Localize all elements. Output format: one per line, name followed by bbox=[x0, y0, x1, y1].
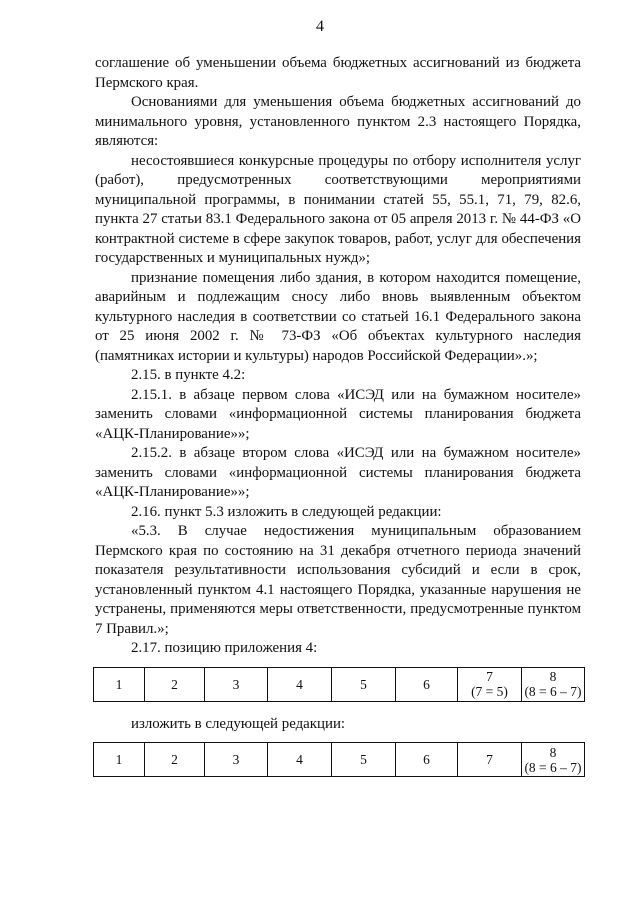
table-cell bbox=[458, 667, 522, 701]
table-cell: 3 bbox=[205, 667, 268, 701]
paragraph: 2.15. в пункте 4.2: bbox=[131, 367, 246, 383]
table-cell: 5 bbox=[332, 667, 396, 701]
table-cell: 2 bbox=[145, 667, 205, 701]
cell-label: 8 bbox=[549, 669, 557, 684]
appendix-position-table-old bbox=[93, 667, 585, 702]
paragraph: признание помещения либо здания, в котором находится помещение, аварийным и подлежащим сносу либо вновь выявленным объектом культурного наследия в соответствии со статьей 16.1 Федерального закона от 25 июня 2002 г. № 73-ФЗ «Об объектах культурного наследия (памятниках истории и культуры) народов Российской Федерации».»; bbox=[95, 269, 581, 364]
paragraph: 2.15.2. в абзаце втором слова «ИСЭД или на бумажном носителе» заменить словами «информационной системы планирования бюджета «АЦК-Планирование»»; bbox=[95, 445, 581, 500]
table-cell: 7 bbox=[458, 743, 522, 777]
table-cell: 6 bbox=[396, 667, 458, 701]
table-cell bbox=[522, 667, 585, 701]
table-cell: 2 bbox=[145, 743, 205, 777]
table-cell: 3 bbox=[205, 743, 268, 777]
table-cell: 4 bbox=[268, 743, 332, 777]
table-cell: 6 bbox=[396, 743, 458, 777]
cell-formula: (8 = 6 – 7) bbox=[524, 759, 582, 775]
paragraph: 2.15.1. в абзаце первом слова «ИСЭД или на бумажном носителе» заменить словами «информационной системы планирования бюджета «АЦК-Планирование»»; bbox=[95, 386, 581, 442]
table-cell: 4 bbox=[268, 667, 332, 701]
paragraph: «5.3. В случае недостижения муниципальным образованием Пермского края по состоянию на 31 декабря отчетного периода значений показателя результативности использования субсидий и если в срок, установленный пунктом 4.1 настоящего Порядка, указанные нарушения не устранены, применяются меры ответственности, предусмотренные пунктом 7 Правил.»; bbox=[95, 523, 581, 637]
table-cell bbox=[522, 743, 585, 777]
page-number: 4 bbox=[316, 18, 324, 35]
paragraph: изложить в следующей редакции: bbox=[131, 715, 346, 732]
document-body bbox=[95, 54, 581, 777]
paragraph: Основаниями для уменьшения объема бюджетных ассигнований до минимального уровня, установленного пунктом 2.3 настоящего Порядка, являются: bbox=[95, 94, 581, 149]
table-row bbox=[94, 743, 585, 777]
paragraph: 2.17. позицию приложения 4: bbox=[131, 640, 318, 656]
paragraph: несостоявшиеся конкурсные процедуры по отбору исполнителя услуг (работ), предусмотренных соответствующими мероприятиями муниципальной программы, в понимании статей 55, 55.1, 71, 79, 82.6, пункта 27 статьи 83.1 Федерального закона от 05 апреля 2013 г. № 44-ФЗ «О контрактной системе в сфере закупок товаров, работ, услуг для обеспечения государственных и муниципальных нужд»; bbox=[95, 152, 581, 266]
table-cell: 1 bbox=[94, 667, 145, 701]
cell-label: 7 bbox=[486, 669, 493, 684]
table-cell: 1 bbox=[94, 743, 145, 777]
appendix-position-table-new bbox=[93, 742, 585, 777]
paragraph: 2.16. пункт 5.3 изложить в следующей редакции: bbox=[131, 503, 442, 520]
cell-label: 8 bbox=[549, 744, 557, 760]
table-row bbox=[94, 667, 585, 701]
paragraph: соглашение об уменьшении объема бюджетных ассигнований из бюджета Пермского края. bbox=[95, 55, 581, 91]
table-cell: 5 bbox=[332, 743, 396, 777]
cell-formula: (8 = 6 – 7) bbox=[524, 684, 582, 699]
cell-formula: (7 = 5) bbox=[471, 684, 508, 699]
